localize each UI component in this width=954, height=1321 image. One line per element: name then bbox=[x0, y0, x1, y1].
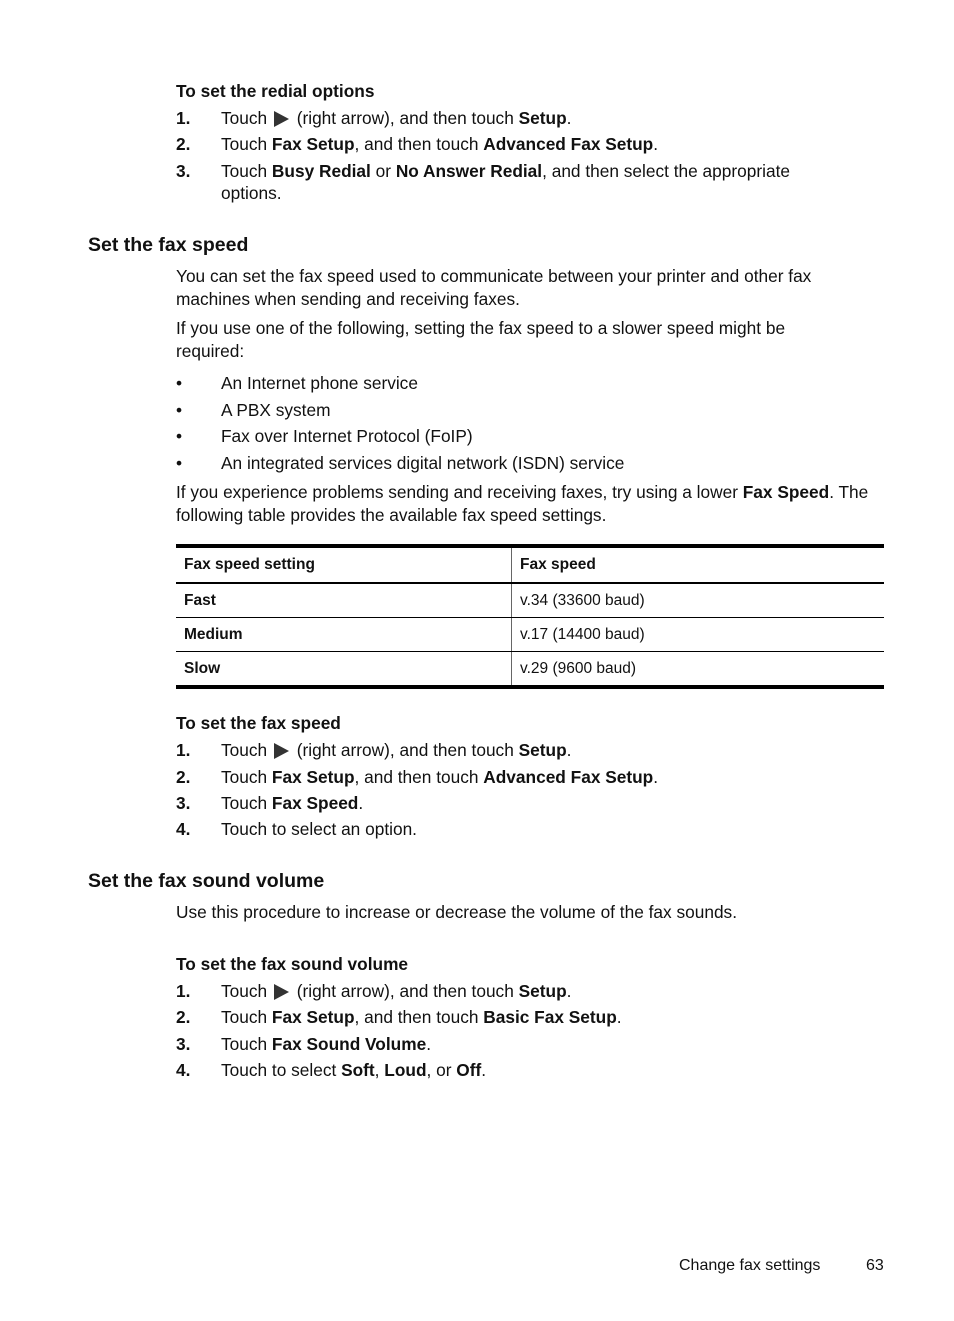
step-item bbox=[176, 1033, 836, 1055]
bullet-dot: • bbox=[176, 453, 183, 473]
step-number: 1. bbox=[176, 981, 191, 1001]
text-segment: . The following table provides the available fax speed settings. bbox=[176, 482, 869, 525]
bold-term: Fax Setup bbox=[271, 767, 355, 787]
table-row bbox=[176, 583, 884, 618]
text-segment: Touch bbox=[221, 1007, 272, 1027]
bold-term: No Answer Redial bbox=[395, 161, 543, 181]
step-text bbox=[221, 792, 836, 814]
bold-term: Setup bbox=[518, 981, 567, 1001]
bold-term: Fax Speed bbox=[742, 482, 830, 502]
bold-term: Fax Speed bbox=[271, 793, 359, 813]
text-segment: , or bbox=[426, 1060, 457, 1080]
heading-set-fax-sound-volume: Set the fax sound volume bbox=[88, 870, 325, 892]
step-text bbox=[221, 1033, 836, 1055]
text-segment bbox=[384, 1060, 426, 1080]
procedure-title-redial: To set the redial options bbox=[176, 81, 375, 101]
procedure-title-fax-speed: To set the fax speed bbox=[176, 713, 341, 733]
text-segment: . bbox=[358, 793, 364, 813]
step-text bbox=[221, 766, 836, 788]
bold-term: Busy Redial bbox=[271, 161, 371, 181]
text-segment bbox=[519, 108, 567, 128]
bold-term: Fax Setup bbox=[271, 134, 355, 154]
text-segment bbox=[272, 793, 358, 813]
text-segment: (right arrow), and then touch bbox=[291, 740, 519, 760]
text-segment: Touch to select bbox=[221, 1060, 342, 1080]
table-header-row bbox=[176, 546, 884, 583]
step-number: 2. bbox=[176, 767, 191, 787]
bullet-dot: • bbox=[176, 400, 183, 420]
text-segment bbox=[483, 767, 653, 787]
table-cell: Fast bbox=[176, 583, 512, 618]
table-cell: v.17 (14400 baud) bbox=[512, 618, 885, 652]
text-segment: or bbox=[370, 161, 396, 181]
step-number: 3. bbox=[176, 161, 191, 181]
procedure-title-fax-volume: To set the fax sound volume bbox=[176, 954, 409, 974]
text-segment bbox=[272, 767, 355, 787]
step-number: 4. bbox=[176, 1060, 191, 1080]
heading-set-fax-speed: Set the fax speed bbox=[88, 234, 249, 256]
bold-term: Fax Setup bbox=[271, 1007, 355, 1027]
step-number: 4. bbox=[176, 819, 191, 839]
text-segment bbox=[519, 981, 567, 1001]
step-number: 3. bbox=[176, 1034, 191, 1054]
step-number: 1. bbox=[176, 108, 191, 128]
column-header: Fax speed setting bbox=[176, 546, 512, 583]
fax-speed-table bbox=[176, 544, 884, 689]
step-item bbox=[176, 160, 836, 204]
bold-term: Setup bbox=[518, 108, 567, 128]
bullet-text: An Internet phone service bbox=[221, 373, 418, 393]
text-segment bbox=[743, 482, 829, 502]
text-segment: (right arrow), and then touch bbox=[291, 981, 519, 1001]
text-segment bbox=[483, 1007, 617, 1027]
table-cell: Slow bbox=[176, 652, 512, 688]
bullet-text: Fax over Internet Protocol (FoIP) bbox=[221, 426, 473, 446]
text-segment bbox=[483, 134, 653, 154]
step-item bbox=[176, 1059, 836, 1081]
text-segment: (right arrow), and then touch bbox=[291, 108, 519, 128]
bold-term: Basic Fax Setup bbox=[483, 1007, 617, 1027]
step-text bbox=[221, 160, 836, 204]
fax-speed-slower-note: If you use one of the following, setting the fax speed to a slower speed might be required: bbox=[176, 318, 786, 361]
step-text bbox=[221, 1006, 836, 1028]
text-segment: Touch bbox=[221, 1034, 272, 1054]
bullet-dot: • bbox=[176, 373, 183, 393]
step-text bbox=[221, 980, 836, 1002]
bold-term: Off bbox=[456, 1060, 482, 1080]
text-segment: Touch bbox=[221, 108, 272, 128]
bullet-dot: • bbox=[176, 426, 183, 446]
text-segment bbox=[272, 1007, 355, 1027]
step-item bbox=[176, 1006, 836, 1028]
text-segment bbox=[396, 161, 542, 181]
step-number: 2. bbox=[176, 1007, 191, 1027]
text-segment: . bbox=[653, 134, 659, 154]
table-cell: v.34 (33600 baud) bbox=[512, 583, 885, 618]
text-segment bbox=[272, 161, 371, 181]
text-segment: . bbox=[566, 108, 572, 128]
text-segment: . bbox=[426, 1034, 431, 1054]
text-segment: Touch bbox=[221, 134, 272, 154]
text-segment: , bbox=[374, 1060, 385, 1080]
text-segment: If you experience problems sending and receiving faxes, try using a lower bbox=[176, 482, 743, 502]
bold-term: Advanced Fax Setup bbox=[483, 134, 654, 154]
step-text bbox=[221, 133, 836, 155]
text-segment bbox=[456, 1060, 481, 1080]
right-arrow-icon bbox=[274, 743, 289, 759]
text-segment: . bbox=[481, 1060, 487, 1080]
table-row bbox=[176, 618, 884, 652]
step-number: 1. bbox=[176, 740, 191, 760]
step-item bbox=[176, 792, 836, 814]
bullet-text: A PBX system bbox=[221, 400, 331, 420]
text-segment bbox=[272, 134, 355, 154]
table-cell: v.29 (9600 baud) bbox=[520, 659, 637, 677]
text-segment: Touch bbox=[221, 793, 272, 813]
bold-term: Loud bbox=[384, 1060, 427, 1080]
bold-term: Soft bbox=[341, 1060, 375, 1080]
step-number: 3. bbox=[176, 793, 191, 813]
text-segment: . bbox=[566, 740, 572, 760]
text-segment: . bbox=[653, 767, 659, 787]
bold-term: Advanced Fax Setup bbox=[483, 767, 654, 787]
text-segment: , and then touch bbox=[354, 134, 484, 154]
text-segment: Touch to select an option. bbox=[221, 819, 417, 839]
right-arrow-icon bbox=[274, 984, 289, 1000]
text-segment bbox=[272, 1034, 426, 1054]
step-item bbox=[176, 980, 836, 1002]
right-arrow-icon bbox=[274, 111, 289, 127]
text-segment: , and then touch bbox=[354, 1007, 484, 1027]
step-text bbox=[221, 739, 836, 761]
fax-speed-problems-note bbox=[176, 481, 886, 527]
step-text bbox=[221, 1059, 836, 1081]
bold-term: Setup bbox=[518, 740, 567, 760]
text-segment: , and then select the appropriate options. bbox=[221, 161, 790, 203]
text-segment bbox=[519, 740, 567, 760]
footer-section-title: Change fax settings bbox=[679, 1257, 821, 1274]
step-text bbox=[221, 818, 836, 840]
table-row bbox=[176, 652, 884, 688]
step-item bbox=[176, 818, 836, 840]
fax-speed-intro: You can set the fax speed used to communicate between your printer and other fax machines when sending and receiving faxes. bbox=[176, 266, 812, 309]
text-segment: Touch bbox=[221, 740, 272, 760]
step-item bbox=[176, 766, 836, 788]
text-segment bbox=[341, 1060, 375, 1080]
text-segment: . bbox=[566, 981, 572, 1001]
table-cell: Medium bbox=[176, 618, 512, 652]
step-item bbox=[176, 133, 836, 155]
bullet-text: An integrated services digital network (ISDN) service bbox=[221, 453, 625, 473]
text-segment: Touch bbox=[221, 767, 272, 787]
step-text bbox=[221, 107, 836, 129]
text-segment: , and then touch bbox=[354, 767, 484, 787]
step-item bbox=[176, 107, 836, 129]
page-number: 63 bbox=[866, 1257, 884, 1274]
column-header: Fax speed bbox=[512, 546, 885, 583]
fax-volume-intro: Use this procedure to increase or decrease the volume of the fax sounds. bbox=[176, 902, 737, 922]
step-item bbox=[176, 739, 836, 761]
text-segment: . bbox=[616, 1007, 622, 1027]
text-segment: Touch bbox=[221, 981, 272, 1001]
step-number: 2. bbox=[176, 134, 191, 154]
bold-term: Fax Sound Volume bbox=[271, 1034, 427, 1054]
text-segment: Touch bbox=[221, 161, 272, 181]
